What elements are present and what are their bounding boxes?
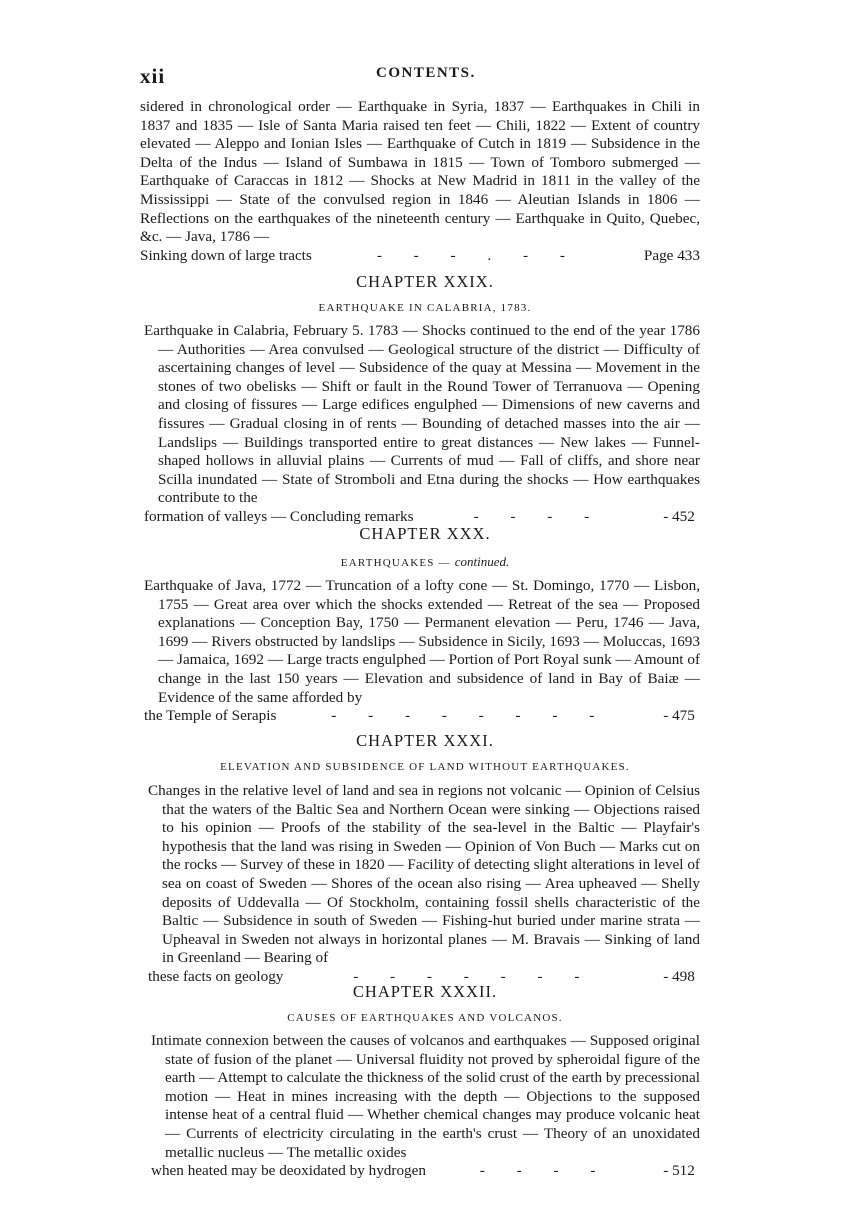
chapter-subtitle: ELEVATION AND SUBSIDENCE OF LAND WITHOUT EARTHQUAKES. bbox=[220, 761, 630, 773]
intro-last-text: Sinking down of large tracts bbox=[140, 246, 312, 264]
leader-dots: - - - - bbox=[479, 1162, 610, 1180]
chapter-title: CHAPTER XXXI. bbox=[356, 731, 494, 750]
chapter-last-text: the Temple of Serapis bbox=[144, 707, 277, 725]
chapter-last-text: when heated may be deoxidated by hydrogen bbox=[151, 1162, 426, 1180]
intro-last-line bbox=[140, 247, 700, 266]
chapter-subtitle: CAUSES OF EARTHQUAKES AND VOLCANOS. bbox=[287, 1012, 563, 1024]
chapter-last-text: these facts on geology bbox=[148, 967, 284, 985]
chapter-subtitle bbox=[0, 554, 850, 570]
chapter-summary: Earthquake of Java, 1772 — Truncation of a lofty cone — St. Domingo, 1770 — Lisbon, 1755 — Great area over which the shocks extended — Retreat of the sea — Proposed explanations — Conception Bay, 1750 — Permanent elevation — Peru, 1746 — Java, 1699 — Rivers obstructed by landslips — Subsidence in Sicily, 1693 — Moluccas, 1693 — Jamaica, 1692 — Large tracts engulphed — Portion of Port Royal sunk — Amount of change in the last 150 years — Elevation and subsidence of land in Bay of Baiæ — Evidence of the same afforded by bbox=[144, 577, 700, 706]
chapter-page-ref: - 475 bbox=[663, 707, 695, 725]
chapter-entry bbox=[148, 782, 700, 987]
intro-text: sidered in chronological order — Earthquake in Syria, 1837 — Earthquakes in Chili in 1837 and 1835 — Isle of Santa Maria raised ten feet — Chili, 1822 — Extent of country elevated — Aleppo and Ionian Isles — Earthquake of Cutch in 1819 — Subsidence in the Delta of the Indus — Island of Sumbawa in 1815 — Town of Tomboro submerged — Earthquake of Caraccas in 1812 — Shocks at New Madrid in 1811 in the valley of the Mississippi — State of the convulsed region in 1846 — Aleutian Islands in 1806 — Reflections on the earthquakes of the nineteenth century — Earthquake in Quito, Quebec, &c. — Java, 1786 — bbox=[140, 98, 700, 246]
chapter-subtitle: EARTHQUAKE IN CALABRIA, 1783. bbox=[318, 302, 532, 314]
chapter-subtitle-italic: continued. bbox=[454, 554, 510, 569]
intro-entry bbox=[140, 98, 700, 265]
chapter-page-ref: - 512 bbox=[663, 1162, 695, 1180]
leader-dots: - - - - bbox=[473, 507, 604, 525]
chapter-entry bbox=[144, 577, 700, 726]
chapter-summary: Changes in the relative level of land and sea in regions not volcanic — Opinion of Celsius that the waters of the Baltic Sea and Northern Ocean were sinking — Objections raised to his opinion — Proofs of the stability of the sea-level in the Baltic — Playfair's hypothesis that the land was rising in Sweden — Opinion of Von Buch — Marks cut on the rocks — Survey of these in 1820 — Facility of detecting slight alterations in level of sea on coast of Sweden — Shores of the ocean also rising — Area upheaved — Shelly deposits of Uddevalla — Of Stockholm, containing fossil shells characteristic of the Baltic — Subsidence in south of Sweden — Fishing-hut buried under marine strata — Upheaval in Sweden not always in horizontal planes — M. Bravais — Sinking of land in Greenland — Bearing of bbox=[148, 782, 700, 967]
chapter-entry bbox=[151, 1032, 700, 1181]
leader-dots: - - - - - - - bbox=[353, 967, 594, 985]
chapter-subtitle-text: EARTHQUAKES — bbox=[340, 557, 451, 569]
page-number: xii bbox=[140, 64, 166, 88]
chapter-page-ref: - 498 bbox=[663, 967, 695, 985]
chapter-title: CHAPTER XXXII. bbox=[352, 982, 498, 1001]
leader-dots: - - - - - - - - bbox=[331, 707, 609, 725]
chapter-last-line bbox=[144, 707, 700, 726]
intro-page-ref: Page 433 bbox=[643, 246, 700, 264]
chapter-summary: Earthquake in Calabria, February 5. 1783 — Shocks continued to the end of the year 1786 — Authorities — Area convulsed — Geological structure of the district — Difficulty of ascertaining changes of level — Subsidence of the quay at Messina — Movement in the stones of two obelisks — Shift or fault in the Round Tower of Terranuova — Opening and closing of fissures — Large edifices engulphed — Dimensions of new caverns and fissures — Gradual closing in of rents — Bounding of detached masses into the air — Landslips — Buildings transported entire to great distances — New lakes — Funnel-shaped hollows in alluvial plains — Currents of mud — Fall of cliffs, and shore near Scilla inundated — State of Stromboli and Etna during the shocks — How earthquakes contribute to the bbox=[144, 322, 700, 507]
chapter-page-ref: - 452 bbox=[663, 507, 695, 525]
chapter-title: CHAPTER XXX. bbox=[359, 524, 491, 543]
leader-dots: - - - . - - bbox=[376, 246, 579, 264]
chapter-title: CHAPTER XXIX. bbox=[356, 272, 494, 291]
chapter-entry bbox=[144, 322, 700, 527]
page-header bbox=[140, 64, 740, 88]
chapter-summary: Intimate connexion between the causes of volcanos and earthquakes — Supposed original state of fusion of the planet — Universal fluidity not proved by spheroidal figure of the earth — Attempt to calculate the thickness of the solid crust of the earth by precessional motion — Heat in mines increasing with the depth — Objections to the supposed intense heat of a central fluid — Whether chemical changes may produce volcanic heat — Currents of electricity circulating in the earth's crust — Theory of an unoxidated metallic nucleus — The metallic oxides bbox=[151, 1032, 700, 1161]
running-title: CONTENTS. bbox=[376, 65, 476, 81]
chapter-last-text: formation of valleys — Concluding remarks bbox=[144, 507, 414, 525]
chapter-last-line bbox=[151, 1162, 700, 1181]
